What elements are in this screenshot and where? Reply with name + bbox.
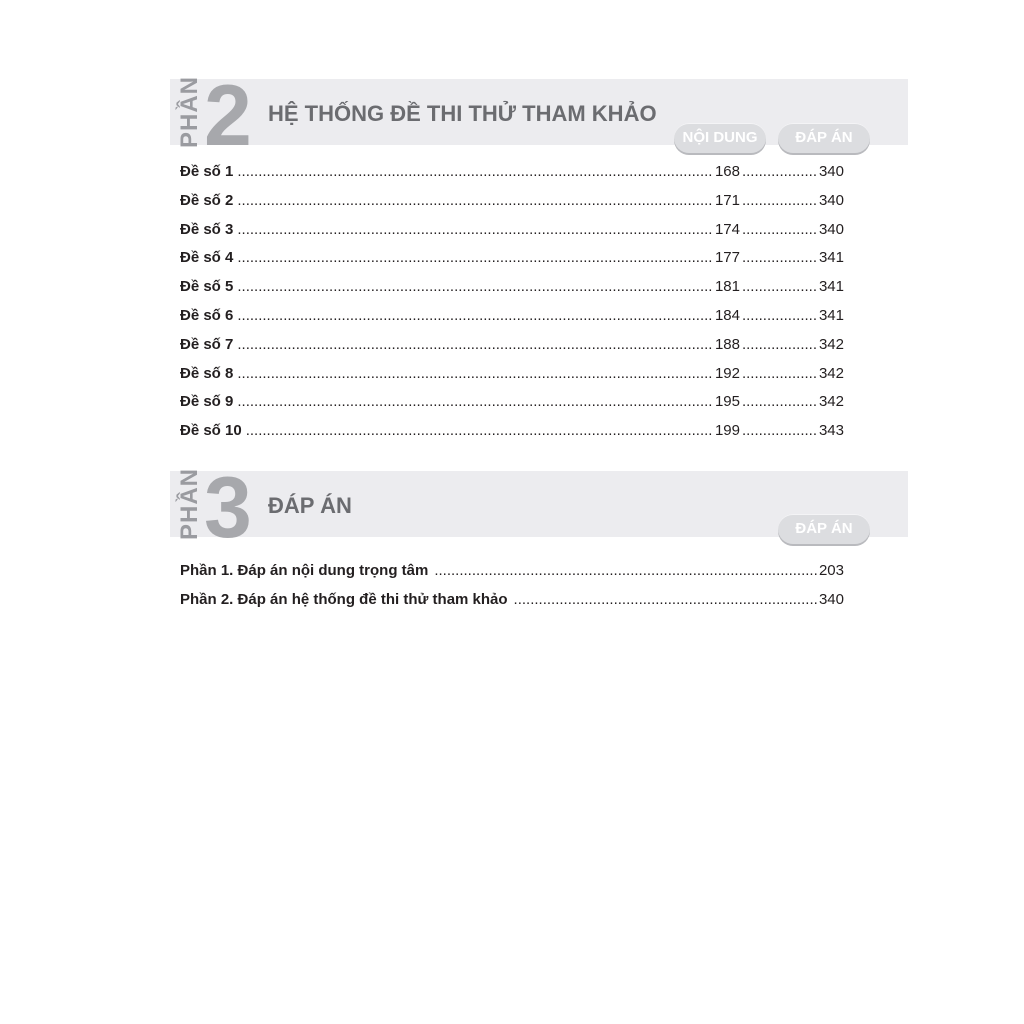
dot-leader — [237, 302, 713, 331]
part3-number: 3 — [204, 460, 250, 556]
part3-header — [170, 460, 908, 556]
toc-row[interactable] — [180, 302, 844, 331]
answer-page-number: 203 — [818, 562, 844, 579]
dot-leader — [237, 187, 713, 216]
toc-row[interactable] — [180, 331, 844, 360]
dot-leader — [742, 216, 818, 245]
content-page-number: 168 — [714, 163, 740, 180]
toc-entry-label: Phần 2. Đáp án hệ thống đề thi thử tham khảo — [180, 590, 508, 608]
part2-header — [170, 68, 908, 164]
part2-number: 2 — [204, 68, 250, 164]
toc-entry-label: Đề số 5 — [180, 278, 234, 296]
toc-entry-label: Đề số 6 — [180, 306, 234, 324]
toc-entry-label: Đề số 7 — [180, 335, 234, 353]
toc-row[interactable] — [180, 273, 844, 302]
answer-page-number: 343 — [818, 422, 844, 440]
part3-word: PHẦN — [176, 467, 203, 541]
toc-row[interactable] — [180, 244, 844, 273]
toc-row[interactable] — [180, 360, 844, 389]
content-page-number: 188 — [714, 335, 740, 353]
dot-leader — [742, 273, 818, 302]
toc-entry-label: Đề số 4 — [180, 249, 234, 267]
dot-leader — [742, 388, 818, 417]
dot-leader — [742, 302, 818, 331]
answer-page-number: 340 — [818, 191, 844, 209]
content-column-badge: NỘI DUNG — [674, 123, 766, 153]
content-page-number: 174 — [714, 220, 740, 238]
part3-toc — [180, 557, 844, 615]
answer-page-number: 342 — [818, 335, 844, 353]
toc-entry-label: Đề số 9 — [180, 393, 234, 411]
part2-word: PHẦN — [176, 75, 203, 149]
dot-leader — [237, 244, 713, 273]
answer-page-number: 341 — [818, 306, 844, 324]
toc-row[interactable] — [180, 216, 844, 245]
toc-row[interactable] — [180, 557, 844, 586]
dot-leader — [237, 388, 713, 417]
toc-row[interactable] — [180, 417, 844, 446]
toc-entry-label: Đề số 2 — [180, 191, 234, 209]
part2-title: HỆ THỐNG ĐỀ THI THỬ THAM KHẢO — [268, 101, 657, 126]
toc-entry-label: Đề số 10 — [180, 422, 242, 440]
dot-leader — [742, 331, 818, 360]
toc-entry-label: Đề số 8 — [180, 364, 234, 382]
content-page-number: 184 — [714, 306, 740, 324]
answer-column-badge: ĐÁP ÁN — [778, 123, 870, 153]
toc-row[interactable] — [180, 586, 844, 615]
dot-leader — [237, 273, 713, 302]
dot-leader — [237, 216, 713, 245]
dot-leader — [742, 187, 818, 216]
toc-row[interactable] — [180, 388, 844, 417]
toc-entry-label: Đề số 1 — [180, 163, 234, 180]
dot-leader — [434, 557, 817, 586]
toc-row[interactable] — [180, 187, 844, 216]
toc-entry-label: Đề số 3 — [180, 220, 234, 238]
answer-page-number: 341 — [818, 249, 844, 267]
dot-leader — [237, 360, 713, 389]
dot-leader — [742, 244, 818, 273]
toc-row[interactable] — [180, 158, 844, 187]
part3-title: ĐÁP ÁN — [268, 493, 352, 518]
dot-leader — [237, 158, 713, 187]
dot-leader — [246, 417, 713, 446]
dot-leader — [237, 331, 713, 360]
content-page-number: 192 — [714, 364, 740, 382]
content-page-number: 195 — [714, 393, 740, 411]
dot-leader — [742, 360, 818, 389]
part2-toc — [180, 158, 844, 446]
toc-entry-label: Phần 1. Đáp án nội dung trọng tâm — [180, 562, 429, 579]
answer-page-number: 340 — [818, 220, 844, 238]
content-page-number: 181 — [714, 278, 740, 296]
content-page-number: 171 — [714, 191, 740, 209]
answer-page-number: 342 — [818, 364, 844, 382]
answer-page-number: 340 — [818, 590, 844, 608]
content-page-number: 199 — [714, 422, 740, 440]
dot-leader — [514, 586, 817, 615]
dot-leader — [742, 417, 818, 446]
answer-page-number: 342 — [818, 393, 844, 411]
content-page-number: 177 — [714, 249, 740, 267]
dot-leader — [742, 158, 818, 187]
answer-page-number: 340 — [818, 163, 844, 180]
answer-column-badge: ĐÁP ÁN — [778, 514, 870, 544]
answer-page-number: 341 — [818, 278, 844, 296]
